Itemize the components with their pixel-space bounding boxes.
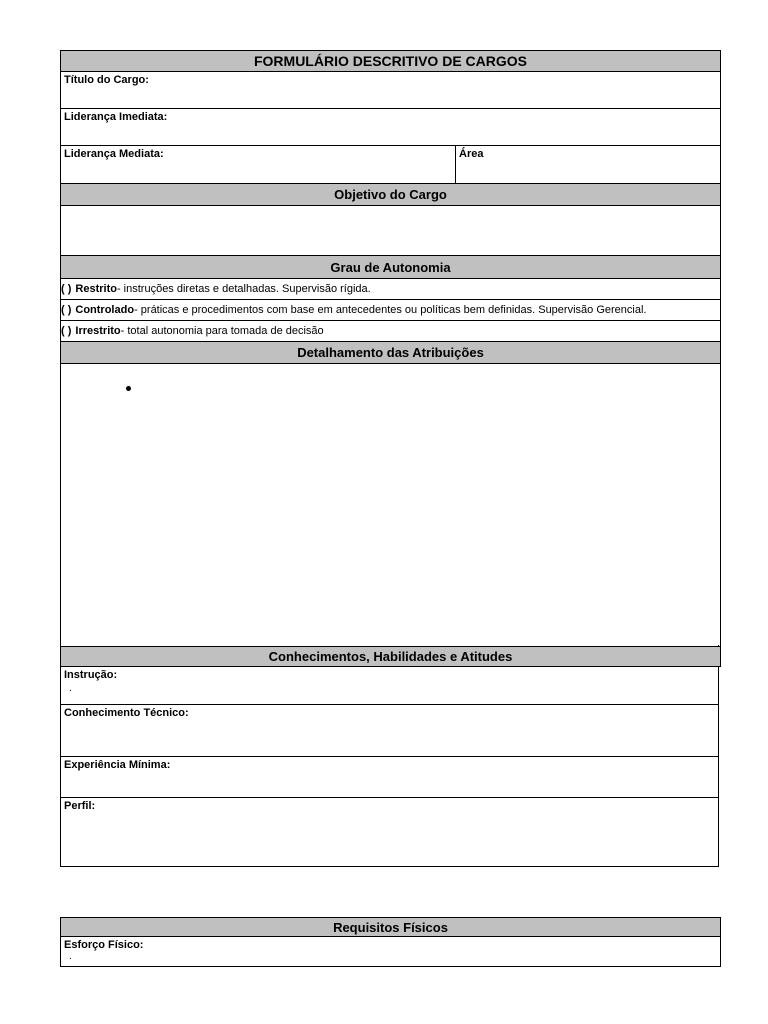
- objetivo-field[interactable]: [61, 206, 720, 255]
- form-title: FORMULÁRIO DESCRITIVO DE CARGOS: [61, 51, 720, 72]
- autonomia-option-irrestrito[interactable]: [61, 321, 720, 341]
- cha-header: Conhecimentos, Habilidades e Atitudes: [61, 646, 720, 667]
- bullet-icon: [126, 386, 131, 391]
- autonomia-option-controlado[interactable]: [61, 300, 720, 321]
- checkbox-controlado[interactable]: ( ): [61, 304, 72, 316]
- instrucao-label: Instrução:: [64, 669, 118, 681]
- lideranca-mediata-field[interactable]: [61, 146, 456, 183]
- requisitos-header: Requisitos Físicos: [61, 918, 720, 937]
- objetivo-header: Objetivo do Cargo: [61, 183, 720, 206]
- option-name: Restrito: [75, 283, 117, 295]
- checkbox-restrito[interactable]: ( ): [61, 283, 72, 295]
- perfil-label: Perfil:: [64, 800, 96, 812]
- lideranca-mediata-label: Liderança Mediata:: [64, 148, 164, 160]
- instrucao-field[interactable]: [61, 667, 718, 705]
- checkbox-irrestrito[interactable]: ( ): [61, 325, 72, 337]
- conhecimento-tecnico-label: Conhecimento Técnico:: [64, 707, 189, 719]
- autonomia-header: Grau de Autonomia: [61, 255, 720, 279]
- experiencia-minima-field[interactable]: [61, 757, 718, 798]
- conhecimento-tecnico-field[interactable]: [61, 705, 718, 757]
- option-desc: - instruções diretas e detalhadas. Supervisão rígida.: [116, 283, 371, 295]
- esforco-fisico-field[interactable]: [61, 937, 720, 966]
- area-label: Área: [459, 148, 484, 160]
- lideranca-imediata-label: Liderança Imediata:: [64, 111, 168, 123]
- esforco-fisico-value: .: [69, 951, 72, 962]
- option-name: Controlado: [75, 304, 135, 316]
- lideranca-imediata-field[interactable]: [61, 109, 720, 146]
- perfil-field[interactable]: [61, 798, 718, 866]
- titulo-cargo-field[interactable]: [61, 72, 720, 109]
- titulo-cargo-label: Título do Cargo:: [64, 74, 149, 86]
- atribuicoes-header: Detalhamento das Atribuições: [61, 341, 720, 364]
- esforco-fisico-label: Esforço Físico:: [64, 939, 144, 951]
- option-desc: - práticas e procedimentos com base em antecedentes ou políticas bem definidas. Supervisão Gerencial.: [134, 304, 647, 316]
- option-desc: - total autonomia para tomada de decisão: [120, 325, 324, 337]
- area-field[interactable]: [456, 146, 720, 183]
- experiencia-minima-label: Experiência Mínima:: [64, 759, 171, 771]
- instrucao-value: .: [69, 683, 72, 694]
- autonomia-option-restrito[interactable]: [61, 279, 720, 300]
- option-name: Irrestrito: [75, 325, 121, 337]
- atribuicoes-field[interactable]: [61, 364, 720, 646]
